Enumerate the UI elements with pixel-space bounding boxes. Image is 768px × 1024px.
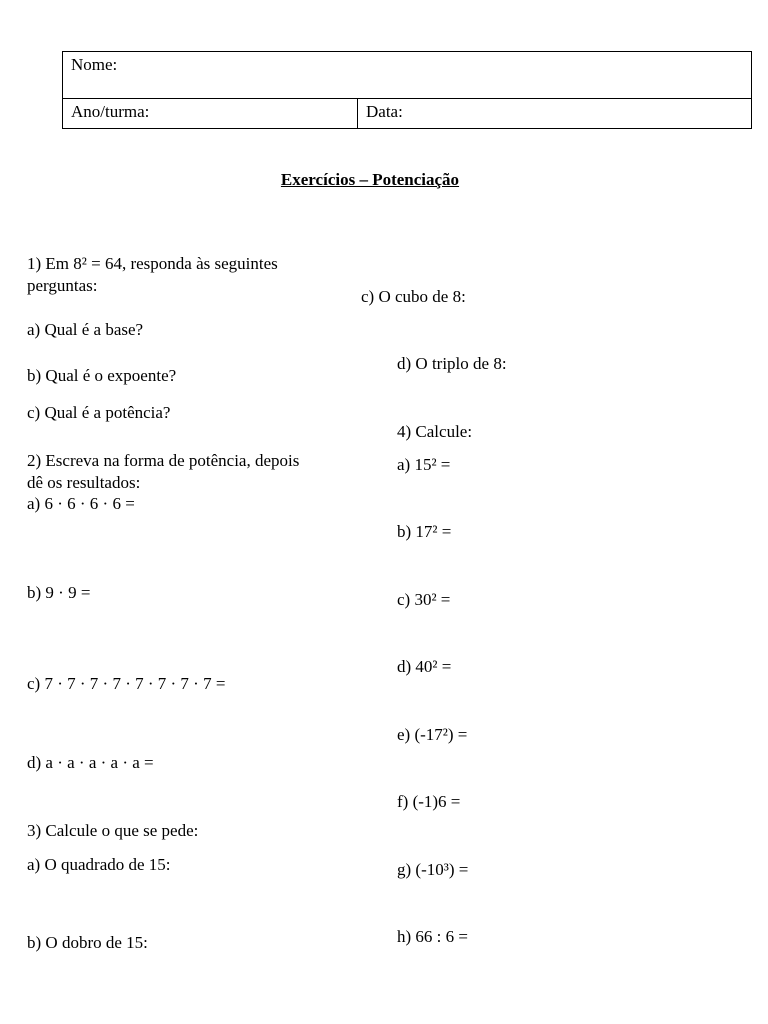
q1a: a) Qual é a base? — [27, 320, 144, 339]
name-label: Nome: — [71, 55, 118, 74]
q3a: a) O quadrado de 15: — [27, 855, 171, 874]
q1-statement: 1) Em 8² = 64, responda às seguintes — [27, 254, 278, 273]
q2-statement-cont: dê os resultados: — [27, 473, 141, 492]
date-label: Data: — [366, 102, 403, 121]
q1b: b) Qual é o expoente? — [27, 366, 177, 385]
q4d: d) 40² = — [397, 657, 452, 676]
q2b: b) 9 · 9 = — [27, 583, 91, 602]
q2d: d) a · a · a · a · a = — [27, 753, 154, 772]
q4b: b) 17² = — [397, 522, 452, 541]
student-info-table — [62, 51, 752, 129]
name-row[interactable] — [63, 52, 751, 99]
q4c: c) 30² = — [397, 590, 451, 609]
q2a: a) 6 · 6 · 6 · 6 = — [27, 494, 135, 513]
q3-statement: 3) Calcule o que se pede: — [27, 821, 199, 840]
q3c: c) O cubo de 8: — [361, 287, 466, 306]
q4e: e) (-17²) = — [397, 725, 468, 744]
q3b: b) O dobro de 15: — [27, 933, 148, 952]
class-cell[interactable] — [63, 99, 358, 129]
q4-statement: 4) Calcule: — [397, 422, 473, 441]
q2-statement: 2) Escreva na forma de potência, depois — [27, 451, 300, 470]
q2c: c) 7 · 7 · 7 · 7 · 7 · 7 · 7 · 7 = — [27, 674, 226, 693]
q4h: h) 66 : 6 = — [397, 927, 468, 946]
q4f: f) (-1)6 = — [397, 792, 461, 811]
q1-statement-cont: perguntas: — [27, 276, 98, 295]
class-label: Ano/turma: — [71, 102, 150, 121]
date-cell[interactable] — [358, 99, 753, 129]
q1c: c) Qual é a potência? — [27, 403, 171, 422]
q4a: a) 15² = — [397, 455, 451, 474]
q3d: d) O triplo de 8: — [397, 354, 507, 373]
page-title: Exercícios – Potenciação — [280, 170, 460, 189]
q4g: g) (-10³) = — [397, 860, 469, 879]
